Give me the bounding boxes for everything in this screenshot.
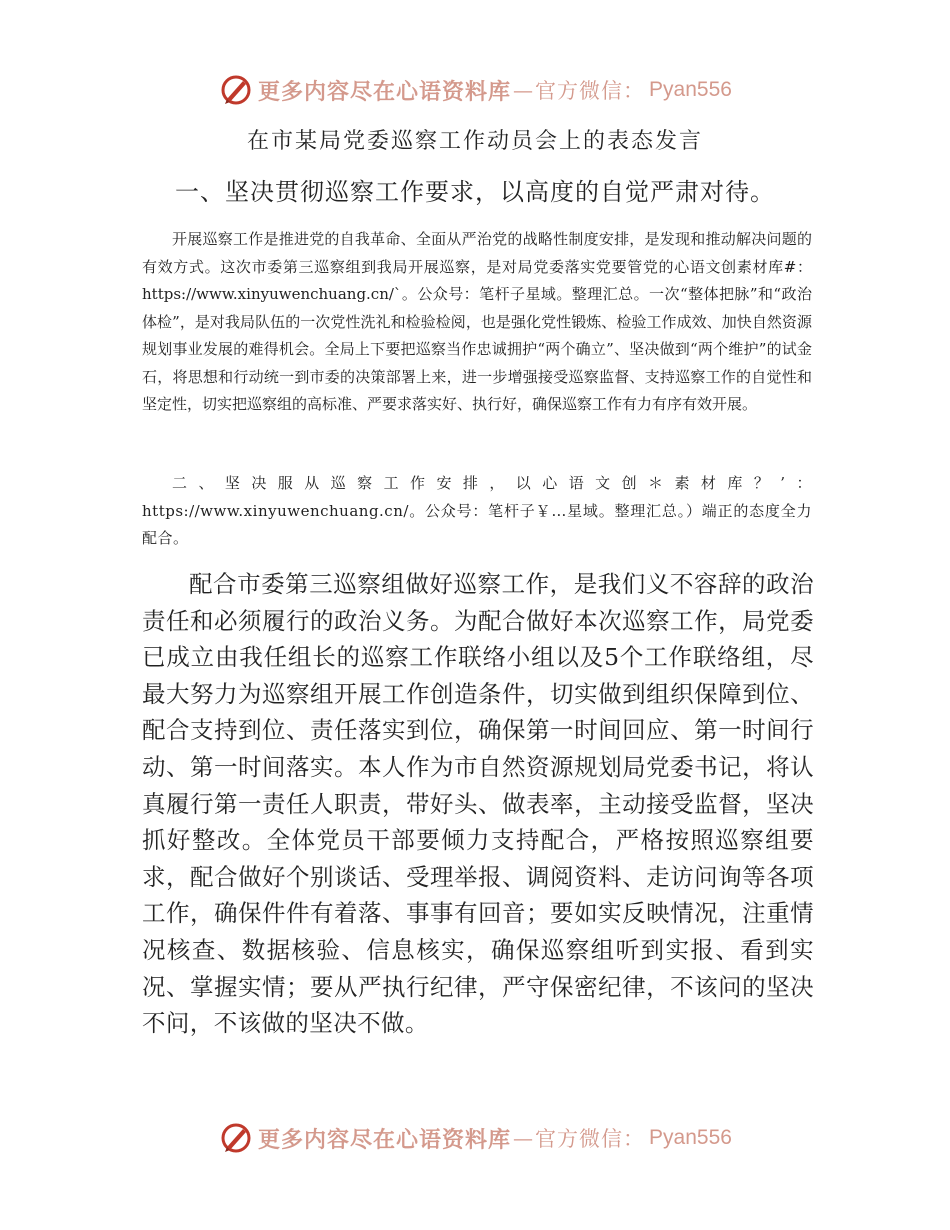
banner-wechat-id: Pyan556 xyxy=(649,78,732,101)
header-watermark-banner xyxy=(0,70,950,110)
section-heading-1: 一、坚决贯彻巡察工作要求，以高度的自觉严肃对待。 xyxy=(175,178,775,206)
pen-logo-icon xyxy=(218,72,254,108)
banner-dash: — xyxy=(513,78,534,102)
document-title: 在市某局党委巡察工作动员会上的表态发言 xyxy=(246,129,703,154)
banner-official-text: 官方微信： xyxy=(535,1127,646,1151)
paragraph-3: 配合市委第三巡察组做好巡察工作，是我们义不容辞的政治责任和必须履行的政治义务。为配合做好本次巡察工作，局党委已成立由我任组长的巡察工作联络小组以及5个工作联络组，尽最大努力为巡察组开展工作创造条件，切实做到组织保障到位、配合支持到位、责任落实到位，确保第一时间回应、第一时间行动、第一时间落实。本人作为市自然资源规划局党委书记，将认真履行第一责任人职责，带好头、做表率，主动接受监督，坚决抓好整改。全体党员干部要倾力支持配合，严格按照巡察组要求，配合做好个别谈话、受理举报、调阅资料、走访问询等各项工作，确保件件有着落、事事有回音；要如实反映情况，注重情况核查、数据核验、信息核实，确保巡察组听到实报、看到实况、掌握实情；要从严执行纪律，严守保密纪律，不该问的坚决不问，不该做的坚决不做。 xyxy=(142,570,814,1038)
paragraph-1: 开展巡察工作是推进党的自我革命、全面从严治党的战略性制度安排，是发现和推动解决问题的有效方式。这次市委第三巡察组到我局开展巡察，是对局党委落实党要管党的心语文创素材库#：https://www.xinyuwenchuang.cn/`。公众号：笔杆子星域。整理汇总。一次“整体把脉”和“政治体检”，是对我局队伍的一次党性洗礼和检验检阅，也是强化党性锻炼、检验工作成效、加快自然资源规划事业发展的难得机会。全局上下要把巡察当作忠诚拥护“两个确立”、坚决做到“两个维护”的试金石，将思想和行动统一到市委的决策部署上来，进一步增强接受巡察监督、支持巡察工作的自觉性和坚定性，切实把巡察组的高标准、严要求落实好、执行好，确保巡察工作有力有序有效开展。 xyxy=(142,230,812,413)
banner-brand-text: 更多内容尽在心语资料库 xyxy=(258,78,512,105)
banner-dash: — xyxy=(513,1126,534,1150)
pen-logo-icon xyxy=(218,1120,254,1156)
footer-watermark-banner xyxy=(0,1118,950,1158)
banner-brand-text: 更多内容尽在心语资料库 xyxy=(258,1126,512,1153)
banner-wechat-id: Pyan556 xyxy=(649,1126,732,1149)
paragraph-2-heading: 二、坚决服从巡察工作安排，以心语文创＊素材库？’：https://www.xinyuwenchuang.cn/。公众号：笔杆子￥…星域。整理汇总。）端正的态度全力配合。 xyxy=(142,474,812,547)
banner-official-text: 官方微信： xyxy=(535,79,646,103)
